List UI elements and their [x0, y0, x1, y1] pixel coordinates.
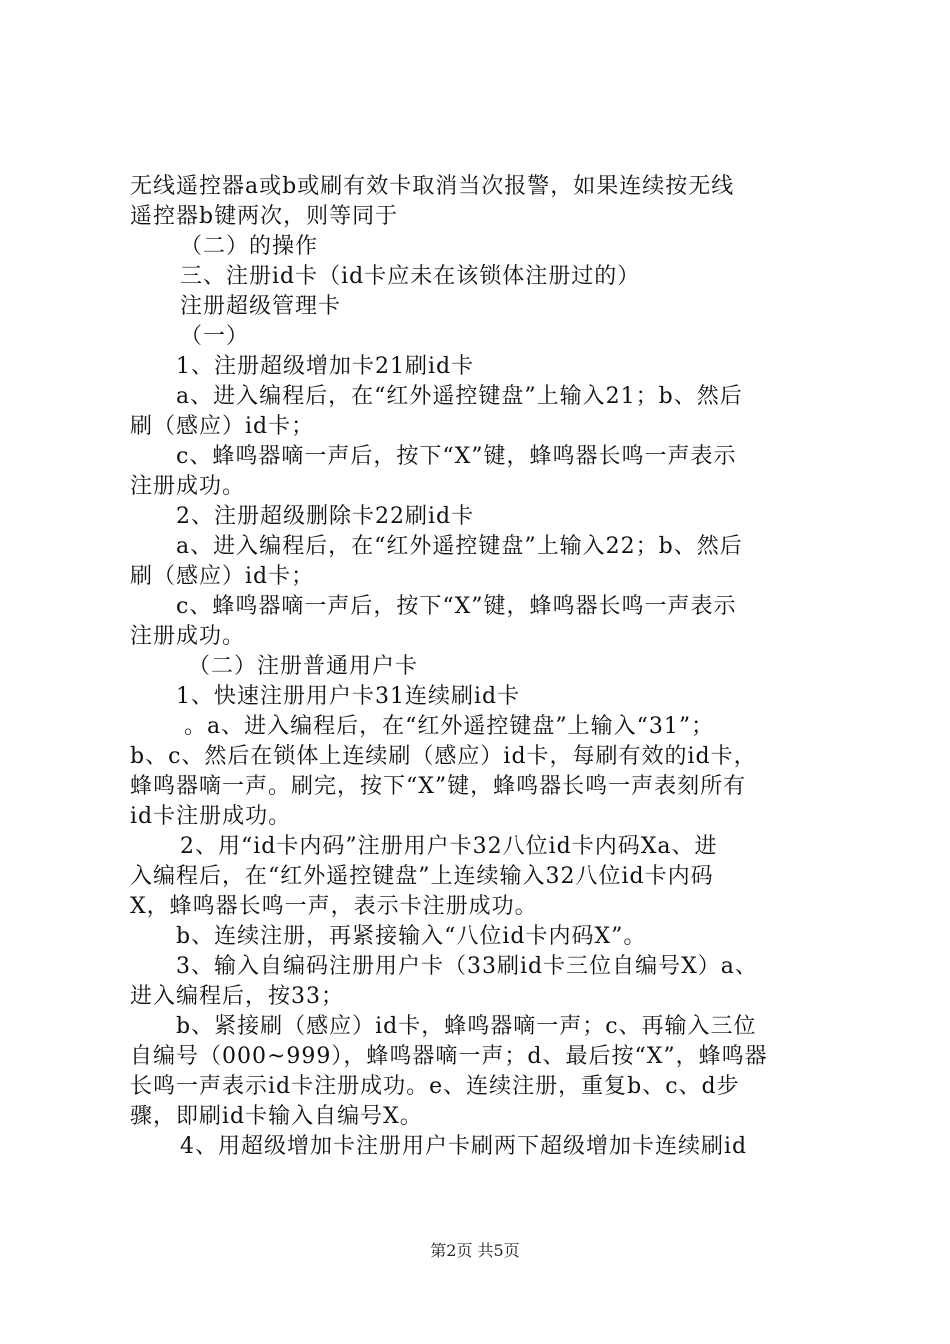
text-line: 进入编程后，按33；: [130, 984, 344, 1009]
text-line: （一）: [180, 324, 250, 349]
text-line: 长鸣一声表示id卡注册成功。e、连续注册，重复b、c、d步: [130, 1074, 740, 1099]
text-line: 刷（感应）id卡；: [130, 414, 315, 439]
item-heading: 4、用超级增加卡注册用户卡刷两下超级增加卡连续刷id: [180, 1134, 748, 1159]
text-line: 刷（感应）id卡；: [130, 564, 315, 589]
text-line: 入编程后，在“红外遥控键盘”上连续输入32八位id卡内码: [130, 864, 714, 889]
item-heading: 1、快速注册用户卡31连续刷id卡: [176, 684, 521, 709]
section-heading: 三、注册id卡（id卡应未在该锁体注册过的）: [180, 264, 641, 289]
text-line: b、c、然后在锁体上连续刷（感应）id卡，每刷有效的id卡，: [130, 744, 757, 769]
text-line: a、进入编程后，在“红外遥控键盘”上输入21；b、然后: [176, 384, 743, 409]
text-line: b、紧接刷（感应）id卡，蜂鸣器嘀一声；c、再输入三位: [176, 1014, 757, 1039]
text-line: 注册成功。: [130, 474, 246, 499]
text-line: X，蜂鸣器长鸣一声，表示卡注册成功。: [130, 894, 538, 919]
text-line: a、进入编程后，在“红外遥控键盘”上输入22；b、然后: [176, 534, 743, 559]
subsection-heading: （二）注册普通用户卡: [188, 654, 419, 679]
text-line: 自编号（000~999），蜂鸣器嘀一声；d、最后按“X”，蜂鸣器: [130, 1044, 768, 1069]
document-body: [130, 172, 830, 1162]
text-line: （二）的操作: [180, 234, 319, 259]
item-heading: 2、注册超级删除卡22刷id卡: [176, 504, 475, 529]
page-number: 第2页 共5页: [430, 1241, 520, 1260]
text-line: 。a、进入编程后，在“红外遥控键盘”上输入“31”；: [184, 714, 715, 739]
text-line: 遥控器b键两次，则等同于: [130, 204, 399, 229]
text-line: 注册成功。: [130, 624, 246, 649]
item-heading: 3、输入自编码注册用户卡（33刷id卡三位自编号X）a、: [176, 954, 758, 979]
subsection-heading: 注册超级管理卡: [180, 294, 342, 319]
item-heading: 2、用“id卡内码”注册用户卡32八位id卡内码Xa、进: [180, 834, 718, 859]
text-line: 蜂鸣器嘀一声。刷完，按下“X”键，蜂鸣器长鸣一声表刻所有: [130, 774, 747, 799]
item-heading: 1、注册超级增加卡21刷id卡: [176, 354, 475, 379]
text-line: 骤，即刷id卡输入自编号X。: [130, 1104, 423, 1129]
text-line: b、连续注册，再紧接输入“八位id卡内码X”。: [176, 924, 647, 949]
text-line: id卡注册成功。: [130, 804, 292, 829]
text-line: c、蜂鸣器嘀一声后，按下“X”键，蜂鸣器长鸣一声表示: [176, 594, 737, 619]
text-line: c、蜂鸣器嘀一声后，按下“X”键，蜂鸣器长鸣一声表示: [176, 444, 737, 469]
text-line: 无线遥控器a或b或刷有效卡取消当次报警，如果连续按无线: [130, 174, 735, 199]
